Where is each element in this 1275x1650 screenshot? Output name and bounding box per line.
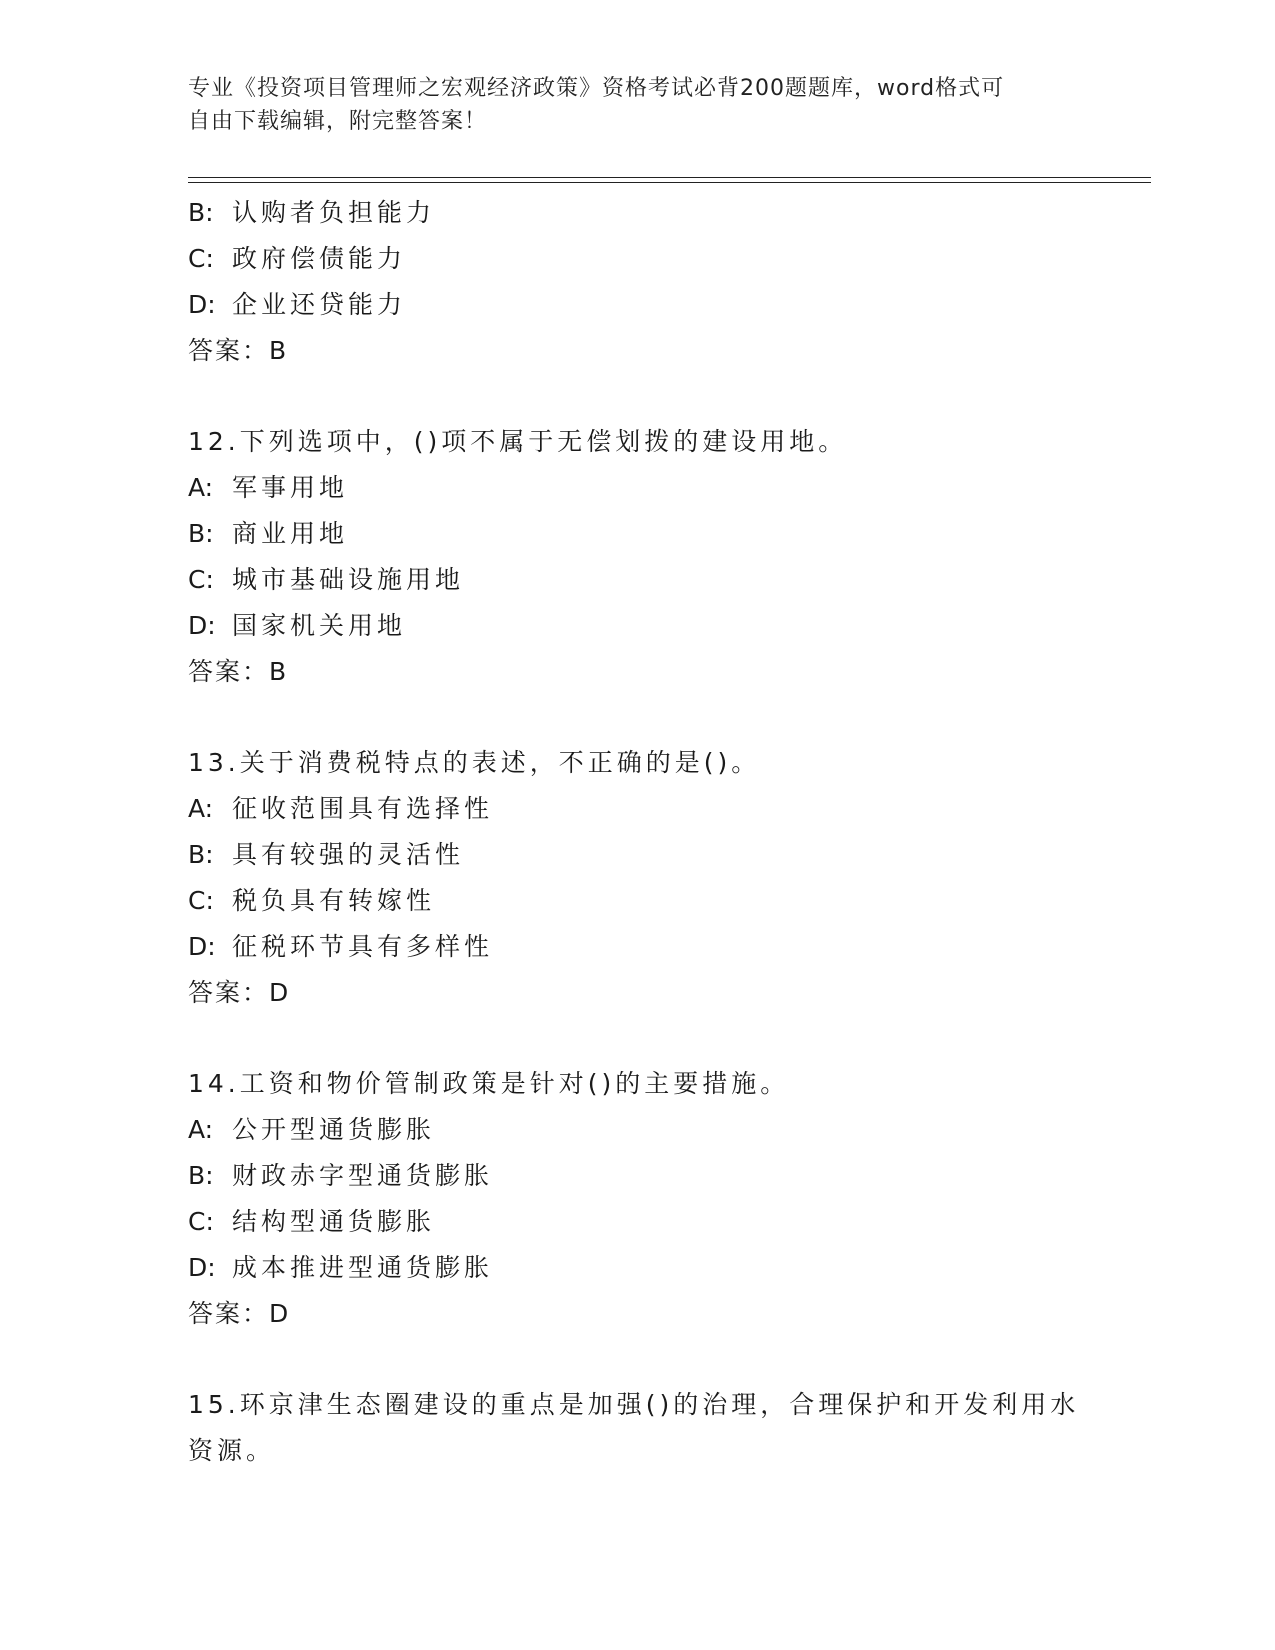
option-text: 国家机关用地 — [232, 611, 407, 640]
option-b — [188, 1153, 1088, 1199]
option-letter: D: — [188, 1253, 216, 1282]
option-text: 认购者负担能力 — [232, 198, 436, 227]
question-14 — [188, 1061, 1088, 1337]
option-b — [188, 511, 1088, 557]
option-text: 企业还贷能力 — [232, 290, 407, 319]
option-letter: C: — [188, 244, 214, 273]
option-letter: C: — [188, 1207, 214, 1236]
option-c — [188, 878, 1088, 924]
option-c — [188, 1199, 1088, 1245]
option-text: 具有较强的灵活性 — [232, 840, 465, 869]
option-text: 税负具有转嫁性 — [232, 886, 436, 915]
question-13 — [188, 740, 1088, 1016]
question-stem: 12.下列选项中，()项不属于无偿划拨的建设用地。 — [188, 427, 848, 456]
option-b — [188, 832, 1088, 878]
answer: 答案：D — [188, 1299, 291, 1328]
header-line-1: 专业《投资项目管理师之宏观经济政策》资格考试必背200题题库，word格式可 — [188, 76, 1005, 101]
question-stem-continued: 资源。 — [188, 1436, 276, 1465]
option-b — [188, 190, 1088, 236]
spacer — [188, 695, 1088, 740]
option-d — [188, 1245, 1088, 1291]
option-text: 结构型通货膨胀 — [232, 1207, 436, 1236]
option-letter: B: — [188, 198, 214, 227]
header-rule-thick — [188, 182, 1151, 183]
header-line-2: 自由下载编辑，附完整答案！ — [188, 109, 488, 134]
option-d — [188, 282, 1088, 328]
spacer — [188, 1337, 1088, 1382]
option-letter: A: — [188, 473, 214, 502]
option-text: 成本推进型通货膨胀 — [232, 1253, 494, 1282]
question-list — [188, 190, 1088, 1474]
answer: 答案：D — [188, 978, 291, 1007]
question-stem: 15.环京津生态圈建设的重点是加强()的治理，合理保护和开发利用水 — [188, 1390, 1080, 1419]
option-letter: B: — [188, 1161, 214, 1190]
option-d — [188, 603, 1088, 649]
option-letter: D: — [188, 611, 216, 640]
option-letter: A: — [188, 1115, 214, 1144]
option-a — [188, 465, 1088, 511]
option-text: 政府偿债能力 — [232, 244, 407, 273]
option-text: 城市基础设施用地 — [232, 565, 465, 594]
question-stem: 14.工资和物价管制政策是针对()的主要措施。 — [188, 1069, 790, 1098]
option-text: 征税环节具有多样性 — [232, 932, 494, 961]
question-15 — [188, 1382, 1088, 1474]
option-letter: B: — [188, 519, 214, 548]
option-c — [188, 557, 1088, 603]
option-letter: D: — [188, 932, 216, 961]
option-text: 公开型通货膨胀 — [232, 1115, 436, 1144]
option-c — [188, 236, 1088, 282]
question-12 — [188, 419, 1088, 695]
option-letter: A: — [188, 794, 214, 823]
question-stem: 13.关于消费税特点的表述，不正确的是()。 — [188, 748, 761, 777]
option-text: 财政赤字型通货膨胀 — [232, 1161, 494, 1190]
option-letter: B: — [188, 840, 214, 869]
option-text: 军事用地 — [232, 473, 349, 502]
spacer — [188, 1016, 1088, 1061]
option-a — [188, 786, 1088, 832]
answer: 答案：B — [188, 657, 289, 686]
option-a — [188, 1107, 1088, 1153]
option-letter: D: — [188, 290, 216, 319]
question-fragment — [188, 190, 1088, 374]
answer: 答案：B — [188, 336, 289, 365]
option-text: 征收范围具有选择性 — [232, 794, 494, 823]
header-rule-thin — [188, 177, 1151, 178]
spacer — [188, 374, 1088, 419]
option-letter: C: — [188, 565, 214, 594]
option-letter: C: — [188, 886, 214, 915]
option-text: 商业用地 — [232, 519, 349, 548]
option-d — [188, 924, 1088, 970]
document-header — [188, 72, 1068, 138]
